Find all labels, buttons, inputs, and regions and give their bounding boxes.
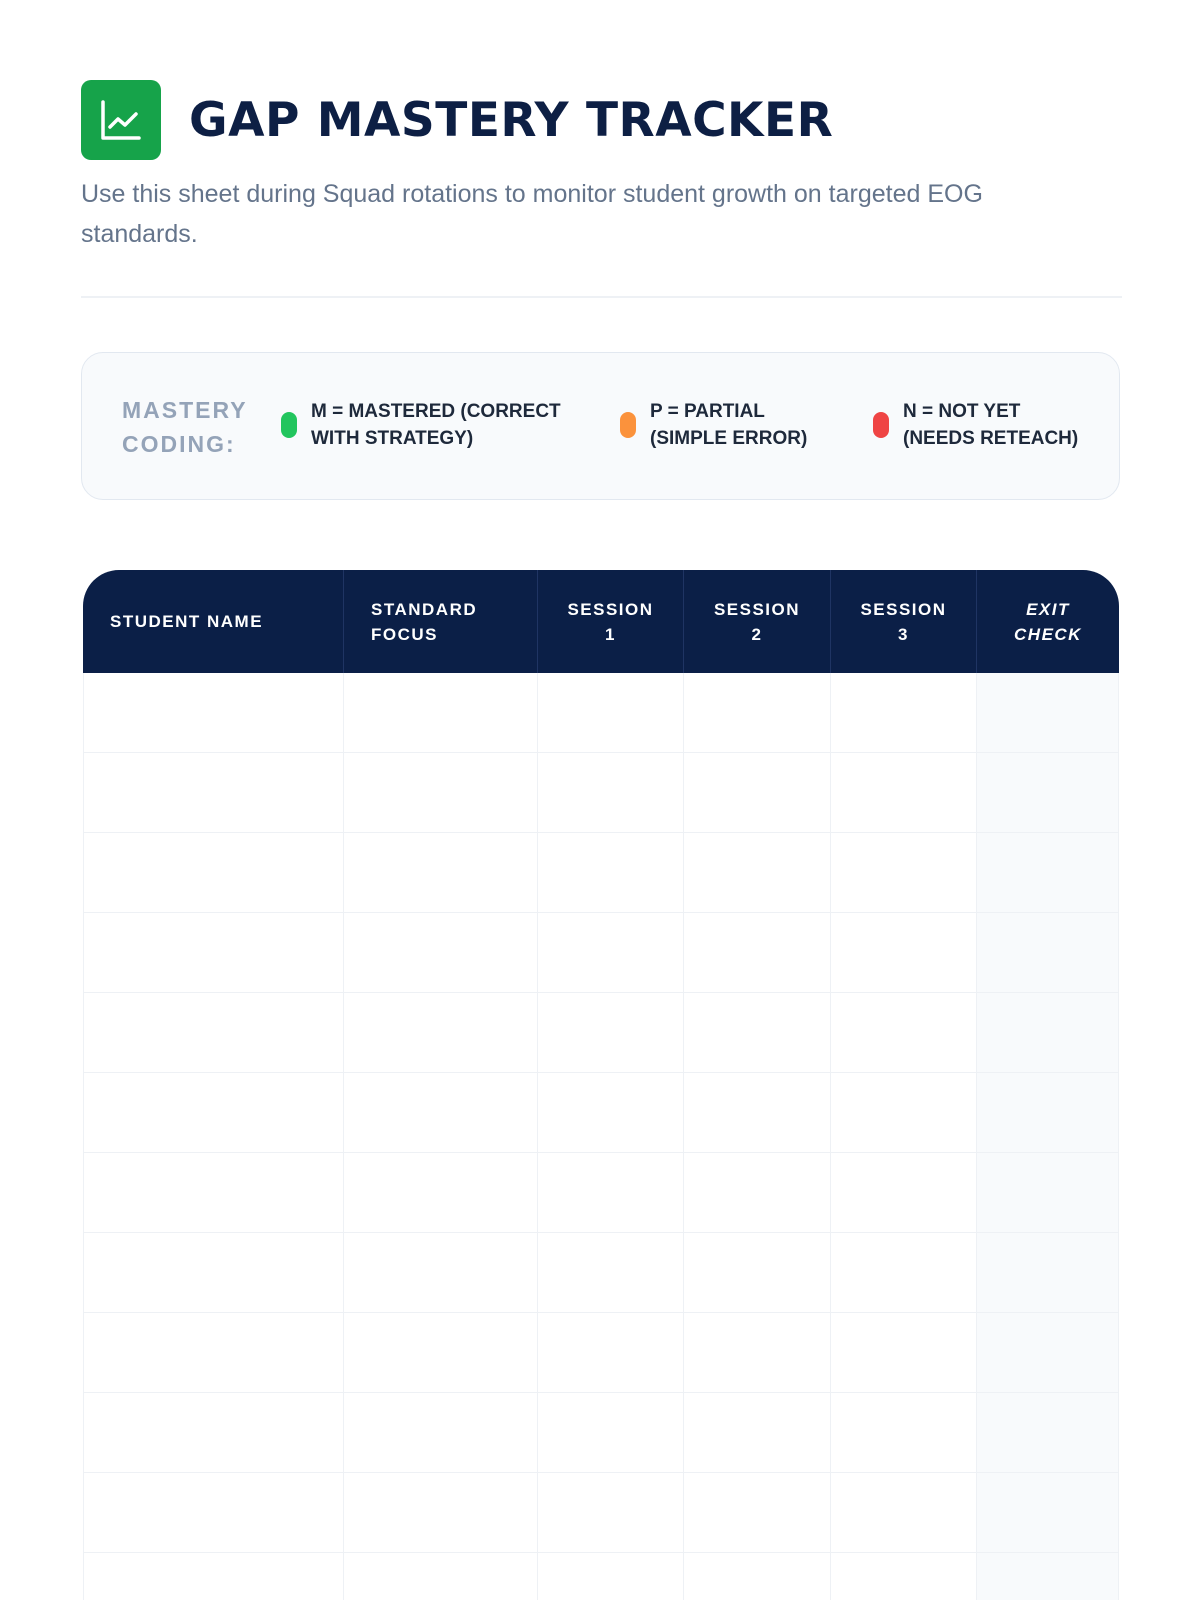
header-divider bbox=[81, 296, 1122, 298]
legend-item-partial bbox=[620, 398, 830, 452]
exit-check-cell[interactable] bbox=[977, 1153, 1119, 1233]
session-1-cell[interactable] bbox=[538, 1553, 684, 1600]
standard-focus-cell[interactable] bbox=[344, 1233, 538, 1313]
green-status-dot bbox=[281, 412, 297, 438]
student-name-cell[interactable] bbox=[83, 913, 344, 993]
student-name-cell[interactable] bbox=[83, 1473, 344, 1553]
exit-check-cell[interactable] bbox=[977, 1233, 1119, 1313]
standard-focus-cell[interactable] bbox=[344, 913, 538, 993]
session-2-cell[interactable] bbox=[684, 1233, 831, 1313]
legend-text-not-yet: N = NOT YET (NEEDS RETEACH) bbox=[903, 401, 1079, 449]
page-subtitle: Use this sheet during Squad rotations to monitor student growth on targeted EOG standards. bbox=[81, 180, 983, 248]
session-3-cell[interactable] bbox=[831, 1153, 977, 1233]
session-1-cell[interactable] bbox=[538, 1473, 684, 1553]
standard-focus-cell[interactable] bbox=[344, 1153, 538, 1233]
standard-focus-cell[interactable] bbox=[344, 1553, 538, 1600]
student-name-cell[interactable] bbox=[83, 1553, 344, 1600]
student-name-cell[interactable] bbox=[83, 833, 344, 913]
student-name-cell[interactable] bbox=[83, 673, 344, 753]
column-header-session-3: SESSION 3 bbox=[831, 570, 977, 673]
table-row bbox=[83, 913, 1119, 993]
session-1-cell[interactable] bbox=[538, 993, 684, 1073]
session-2-cell[interactable] bbox=[684, 913, 831, 993]
column-header-standard-focus: STANDARD FOCUS bbox=[344, 570, 538, 673]
session-1-cell[interactable] bbox=[538, 913, 684, 993]
legend-label: MASTERY CODING: bbox=[122, 397, 248, 457]
column-header-session-1: SESSION 1 bbox=[538, 570, 684, 673]
session-1-cell[interactable] bbox=[538, 753, 684, 833]
orange-status-dot bbox=[620, 412, 636, 438]
student-name-cell[interactable] bbox=[83, 1153, 344, 1233]
table-header-row bbox=[83, 570, 1119, 673]
standard-focus-cell[interactable] bbox=[344, 1473, 538, 1553]
session-2-cell[interactable] bbox=[684, 1393, 831, 1473]
session-1-cell[interactable] bbox=[538, 673, 684, 753]
exit-check-cell[interactable] bbox=[977, 913, 1119, 993]
standard-focus-cell[interactable] bbox=[344, 753, 538, 833]
session-1-cell[interactable] bbox=[538, 833, 684, 913]
session-3-cell[interactable] bbox=[831, 993, 977, 1073]
exit-check-cell[interactable] bbox=[977, 753, 1119, 833]
exit-check-cell[interactable] bbox=[977, 1073, 1119, 1153]
column-header-exit-check: EXIT CHECK bbox=[977, 570, 1119, 673]
session-3-cell[interactable] bbox=[831, 753, 977, 833]
session-2-cell[interactable] bbox=[684, 1153, 831, 1233]
table-row bbox=[83, 1473, 1119, 1553]
session-3-cell[interactable] bbox=[831, 673, 977, 753]
session-2-cell[interactable] bbox=[684, 673, 831, 753]
session-3-cell[interactable] bbox=[831, 1233, 977, 1313]
line-chart-icon bbox=[81, 80, 161, 160]
session-1-cell[interactable] bbox=[538, 1153, 684, 1233]
session-2-cell[interactable] bbox=[684, 1073, 831, 1153]
exit-check-cell[interactable] bbox=[977, 1313, 1119, 1393]
exit-check-cell[interactable] bbox=[977, 673, 1119, 753]
session-2-cell[interactable] bbox=[684, 1553, 831, 1600]
session-3-cell[interactable] bbox=[831, 1553, 977, 1600]
student-name-cell[interactable] bbox=[83, 1233, 344, 1313]
tracker-table-wrapper bbox=[83, 570, 1119, 1600]
session-3-cell[interactable] bbox=[831, 833, 977, 913]
standard-focus-cell[interactable] bbox=[344, 673, 538, 753]
legend-text-partial: P = PARTIAL (SIMPLE ERROR) bbox=[650, 401, 808, 449]
session-3-cell[interactable] bbox=[831, 913, 977, 993]
student-name-cell[interactable] bbox=[83, 753, 344, 833]
table-body bbox=[83, 673, 1119, 1600]
student-name-cell[interactable] bbox=[83, 1073, 344, 1153]
session-3-cell[interactable] bbox=[831, 1473, 977, 1553]
exit-check-cell[interactable] bbox=[977, 1393, 1119, 1473]
standard-focus-cell[interactable] bbox=[344, 993, 538, 1073]
table-row bbox=[83, 1313, 1119, 1393]
student-name-cell[interactable] bbox=[83, 993, 344, 1073]
session-3-cell[interactable] bbox=[831, 1393, 977, 1473]
column-header-session-2: SESSION 2 bbox=[684, 570, 831, 673]
legend-item-mastered bbox=[281, 398, 581, 452]
red-status-dot bbox=[873, 412, 889, 438]
session-2-cell[interactable] bbox=[684, 753, 831, 833]
standard-focus-cell[interactable] bbox=[344, 833, 538, 913]
standard-focus-cell[interactable] bbox=[344, 1393, 538, 1473]
mastery-legend bbox=[81, 352, 1120, 500]
session-2-cell[interactable] bbox=[684, 833, 831, 913]
table-row bbox=[83, 1233, 1119, 1313]
session-1-cell[interactable] bbox=[538, 1233, 684, 1313]
student-name-cell[interactable] bbox=[83, 1393, 344, 1473]
table-row bbox=[83, 1553, 1119, 1600]
exit-check-cell[interactable] bbox=[977, 1553, 1119, 1600]
tracker-table bbox=[83, 570, 1119, 1600]
table-row bbox=[83, 993, 1119, 1073]
tracker-page bbox=[81, 80, 1122, 1600]
session-3-cell[interactable] bbox=[831, 1313, 977, 1393]
student-name-cell[interactable] bbox=[83, 1313, 344, 1393]
session-2-cell[interactable] bbox=[684, 993, 831, 1073]
session-3-cell[interactable] bbox=[831, 1073, 977, 1153]
page-header bbox=[81, 80, 1122, 160]
exit-check-cell[interactable] bbox=[977, 833, 1119, 913]
exit-check-cell[interactable] bbox=[977, 993, 1119, 1073]
table-row bbox=[83, 1073, 1119, 1153]
table-row bbox=[83, 1153, 1119, 1233]
legend-item-not-yet bbox=[873, 398, 1093, 452]
session-1-cell[interactable] bbox=[538, 1073, 684, 1153]
session-2-cell[interactable] bbox=[684, 1473, 831, 1553]
column-header-student-name: STUDENT NAME bbox=[83, 570, 344, 673]
page-title: GAP MASTERY TRACKER bbox=[189, 92, 834, 148]
table-row bbox=[83, 833, 1119, 913]
legend-text-mastered: M = MASTERED (CORRECT WITH STRATEGY) bbox=[311, 401, 561, 449]
session-2-cell[interactable] bbox=[684, 1313, 831, 1393]
table-row bbox=[83, 753, 1119, 833]
session-1-cell[interactable] bbox=[538, 1393, 684, 1473]
standard-focus-cell[interactable] bbox=[344, 1073, 538, 1153]
session-1-cell[interactable] bbox=[538, 1313, 684, 1393]
table-row bbox=[83, 1393, 1119, 1473]
table-row bbox=[83, 673, 1119, 753]
standard-focus-cell[interactable] bbox=[344, 1313, 538, 1393]
exit-check-cell[interactable] bbox=[977, 1473, 1119, 1553]
